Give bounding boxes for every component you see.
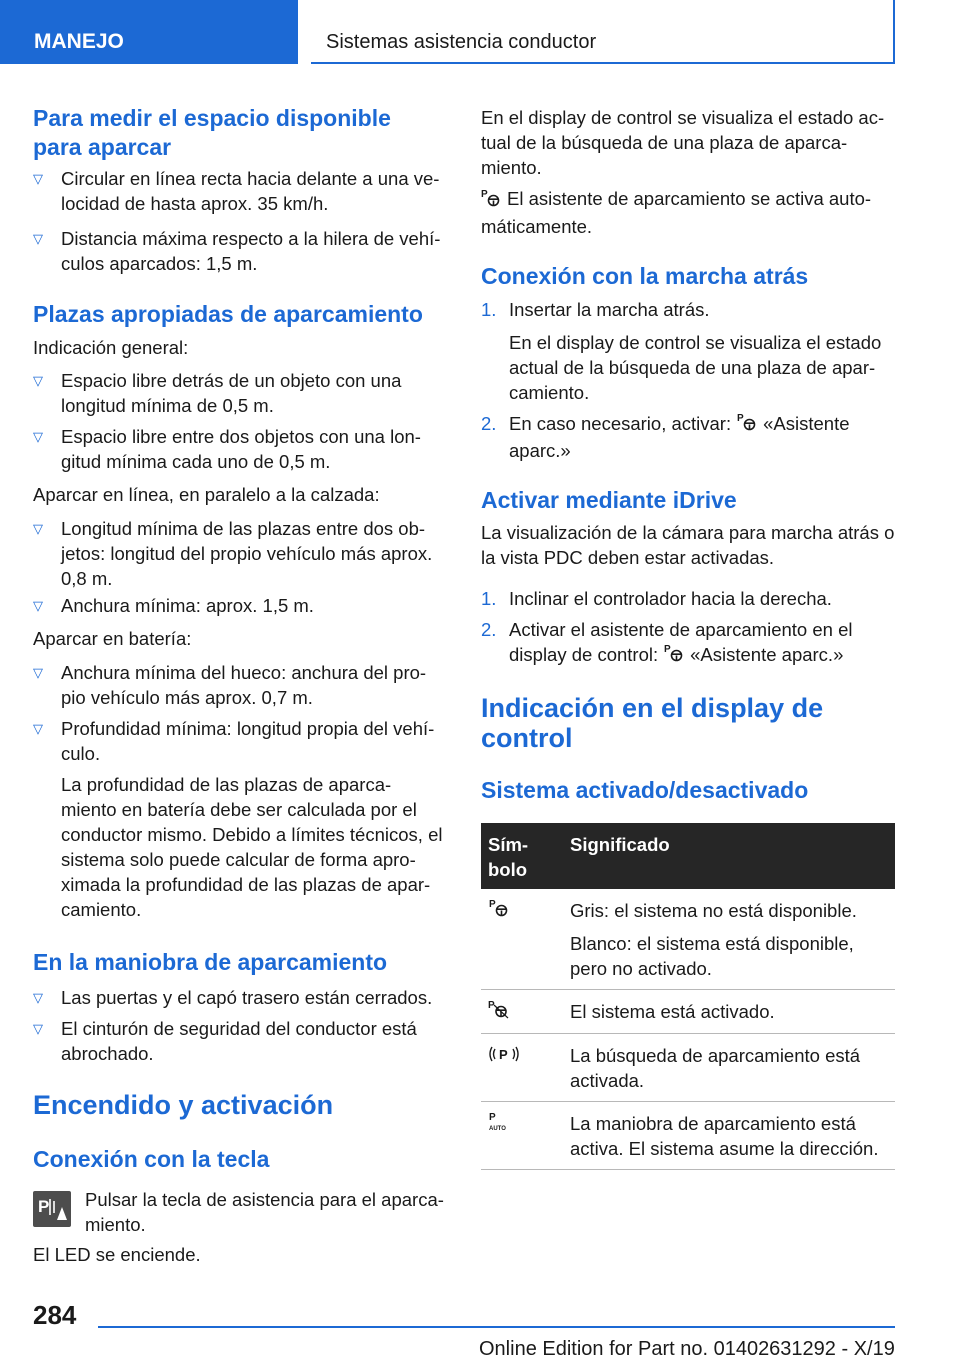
table-cell-text: La búsqueda de aparcamiento está activada.: [570, 1045, 861, 1091]
park-assist-icon: [481, 188, 501, 214]
bullet-triangle-icon: ▽: [33, 721, 43, 736]
svg-text:AUTO: AUTO: [489, 1126, 506, 1132]
park-assist-icon: [737, 412, 757, 438]
bullet-triangle-icon: ▽: [33, 429, 43, 444]
svg-text:P: P: [499, 1047, 508, 1062]
heading-maniobra: En la maniobra de aparcamiento: [33, 949, 388, 975]
svg-text:P: P: [488, 1000, 495, 1011]
symbol-table: [481, 823, 895, 1170]
step-detail: En el display de control se visualiza el estado actual de la búsqueda de una plaza de apar- camiento.: [509, 332, 882, 403]
paragraph: Pulsar la tecla de asistencia para el aparca- miento.: [85, 1189, 444, 1235]
step-number: 2.: [481, 619, 497, 640]
table-header-row: [481, 823, 895, 889]
paragraph: Aparcar en batería:: [33, 628, 192, 649]
bullet-triangle-icon: ▽: [33, 171, 43, 186]
bullet-triangle-icon: ▽: [33, 990, 43, 1005]
edition-text: Online Edition for Part no. 01402631292 - X/19: [479, 1338, 895, 1360]
page-number: 284: [33, 1300, 77, 1330]
svg-text:P: P: [489, 1112, 496, 1123]
parking-search-icon: [481, 1034, 563, 1102]
paragraph: El asistente de aparcamiento se activa auto- máticamente.: [481, 188, 872, 237]
table-row: [481, 1034, 895, 1102]
heading-plazas-apropiadas: Plazas apropiadas de aparcamiento: [33, 301, 423, 327]
table-row: [481, 889, 895, 990]
table-cell-text: Blanco: el sistema está disponible, pero no activado.: [570, 933, 854, 979]
column-header-meaning: Significado: [563, 823, 895, 889]
table-cell-text: Gris: el sistema no está disponible.: [570, 900, 857, 921]
note-paragraph: La profundidad de las plazas de aparca- miento en batería debe ser calculada por el conductor mismo. Debido a límites técnicos, el sistema solo puede calcular de forma apro- ximada la profundidad de las plazas de apar- camiento.: [61, 774, 443, 920]
paragraph: Aparcar en línea, en paralelo a la calzada:: [33, 484, 380, 505]
table-cell-text: La maniobra de aparcamiento está activa. El sistema asume la dirección.: [570, 1113, 879, 1159]
bullet-triangle-icon: ▽: [33, 521, 43, 536]
heading-conexion-tecla: Conexión con la tecla: [33, 1146, 270, 1172]
table-row: [481, 990, 895, 1034]
paragraph: La visualización de la cámara para marcha atrás o la vista PDC deben estar activadas.: [481, 522, 895, 568]
paragraph: En el display de control se visualiza el estado ac- tual de la búsqueda de una plaza de aparca- miento.: [481, 107, 885, 178]
table-row: [481, 1102, 895, 1170]
heading-idrive: Activar mediante iDrive: [481, 487, 737, 513]
bullet-triangle-icon: ▽: [33, 231, 43, 246]
step-number: 2.: [481, 413, 497, 434]
paragraph: El LED se enciende.: [33, 1244, 201, 1265]
paragraph: Indicación general:: [33, 337, 189, 358]
park-assist-key-icon: [33, 1191, 71, 1227]
step-number: 1.: [481, 299, 497, 320]
heading-encendido: Encendido y activación: [33, 1090, 334, 1120]
svg-text:P: P: [38, 1197, 50, 1216]
heading-marcha-atras: Conexión con la marcha atrás: [481, 263, 809, 289]
section-tab: MANEJO: [0, 0, 298, 64]
bullet-triangle-icon: ▽: [33, 373, 43, 388]
table-cell-text: El sistema está activado.: [570, 1001, 775, 1022]
bullet-triangle-icon: ▽: [33, 665, 43, 680]
park-assist-icon: [664, 643, 684, 669]
heading-sistema: Sistema activado/desactivado: [481, 777, 809, 803]
bullet-triangle-icon: ▽: [33, 598, 43, 613]
step-number: 1.: [481, 588, 497, 609]
bullet-triangle-icon: ▽: [33, 1021, 43, 1036]
chapter-title: Sistemas asistencia conductor: [311, 0, 895, 64]
park-auto-icon: [481, 1102, 563, 1170]
column-header-symbol: Sím- bolo: [481, 823, 563, 889]
park-assist-icon: [481, 889, 563, 990]
footer-divider: [98, 1326, 895, 1328]
heading-medir-espacio: Para medir el espacio disponible para aparcar: [33, 105, 391, 160]
park-assist-active-icon: [481, 990, 563, 1034]
heading-indicacion: Indicación en el display de control: [481, 693, 824, 753]
